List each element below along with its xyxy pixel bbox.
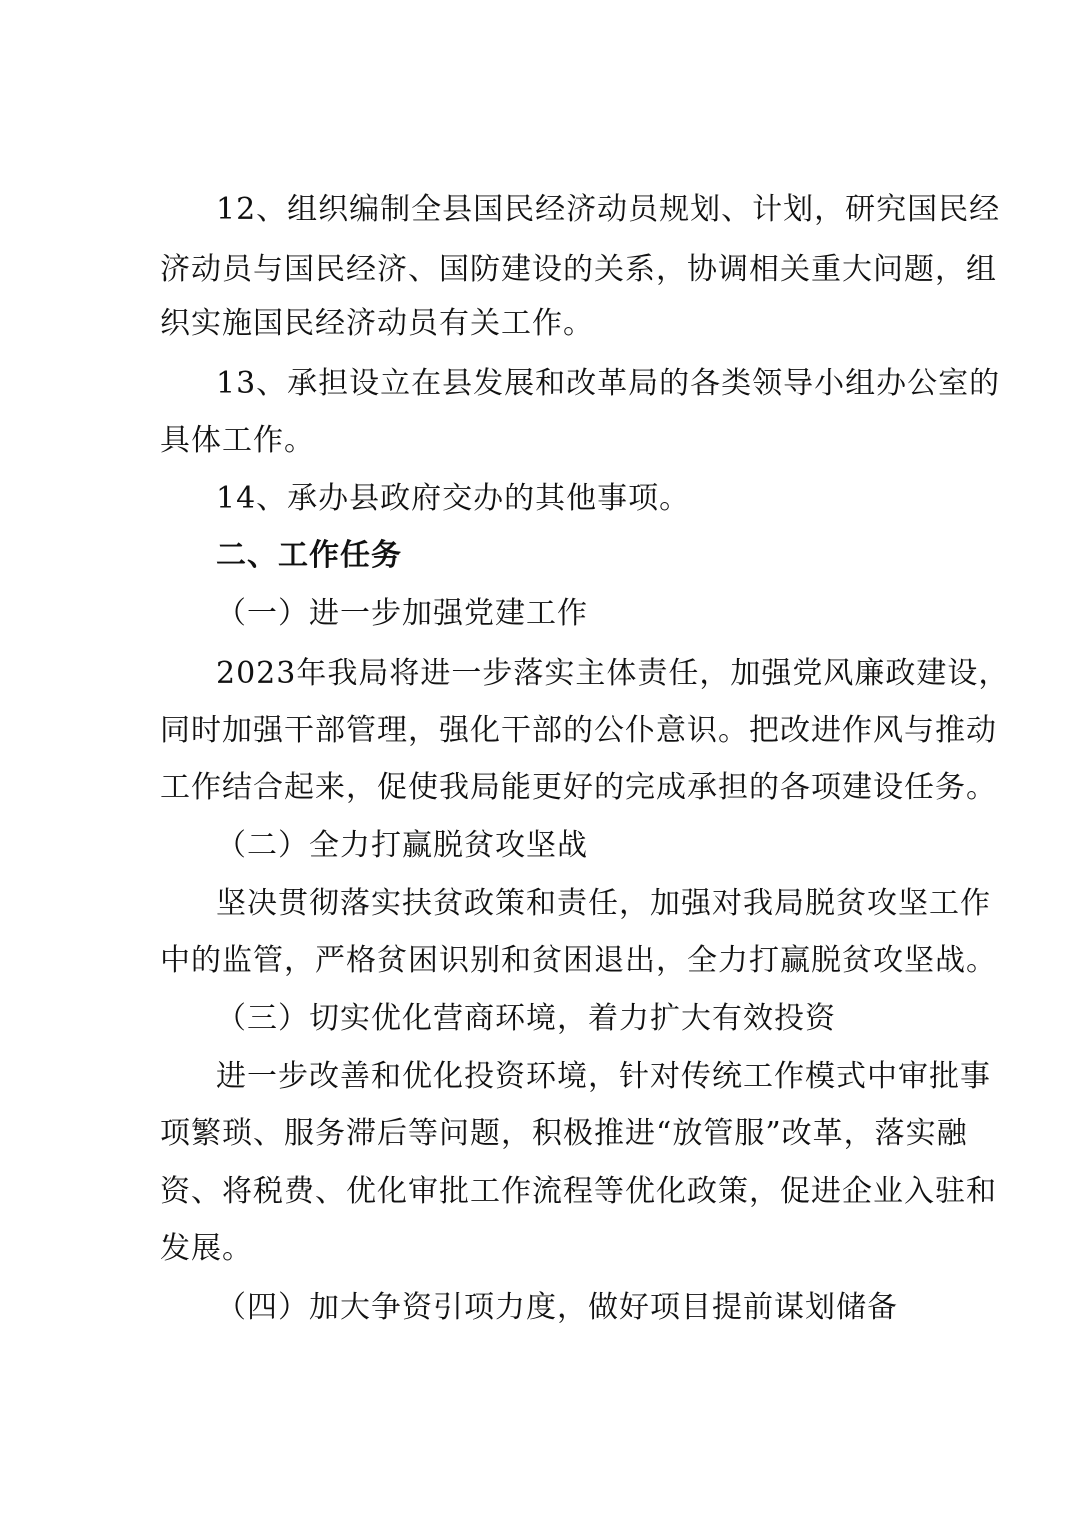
party-building-line-2: 同时加强干部管理，强化干部的公仆意识。把改进作风与推动	[160, 713, 997, 748]
paragraph-12-line-2: 济动员与国民经济、国防建设的关系，协调相关重大问题，组	[160, 252, 997, 287]
party-building-line-1: 2023年我局将进一步落实主体责任，加强党风廉政建设，	[216, 656, 1010, 691]
business-env-line-4: 发展。	[160, 1231, 253, 1266]
business-env-line-2: 项繁琐、服务滞后等问题，积极推进“放管服”改革，落实融	[160, 1116, 968, 1151]
party-building-line-3: 工作结合起来，促使我局能更好的完成承担的各项建设任务。	[160, 770, 997, 805]
paragraph-12-line-1: 12、组织编制全县国民经济动员规划、计划，研究国民经	[216, 192, 1001, 227]
paragraph-13-line-2: 具体工作。	[160, 423, 315, 458]
paragraph-14-line-1: 14、承办县政府交办的其他事项。	[216, 481, 691, 516]
subheading-1: （一）进一步加强党建工作	[216, 596, 588, 631]
subheading-2: （二）全力打赢脱贫攻坚战	[216, 828, 588, 863]
poverty-line-2: 中的监管，严格贫困识别和贫困退出，全力打赢脱贫攻坚战。	[160, 943, 997, 978]
section-heading: 二、工作任务	[216, 538, 402, 573]
poverty-line-1: 坚决贯彻落实扶贫政策和责任，加强对我局脱贫攻坚工作	[216, 886, 991, 921]
business-env-line-3: 资、将税费、优化审批工作流程等优化政策，促进企业入驻和	[160, 1174, 997, 1209]
paragraph-12-line-3: 织实施国民经济动员有关工作。	[160, 306, 594, 341]
business-env-line-1: 进一步改善和优化投资环境，针对传统工作模式中审批事	[216, 1059, 991, 1094]
subheading-3: （三）切实优化营商环境，着力扩大有效投资	[216, 1001, 836, 1036]
subheading-4: （四）加大争资引项力度，做好项目提前谋划储备	[216, 1290, 898, 1325]
paragraph-13-line-1: 13、承担设立在县发展和改革局的各类领导小组办公室的	[216, 366, 1001, 401]
